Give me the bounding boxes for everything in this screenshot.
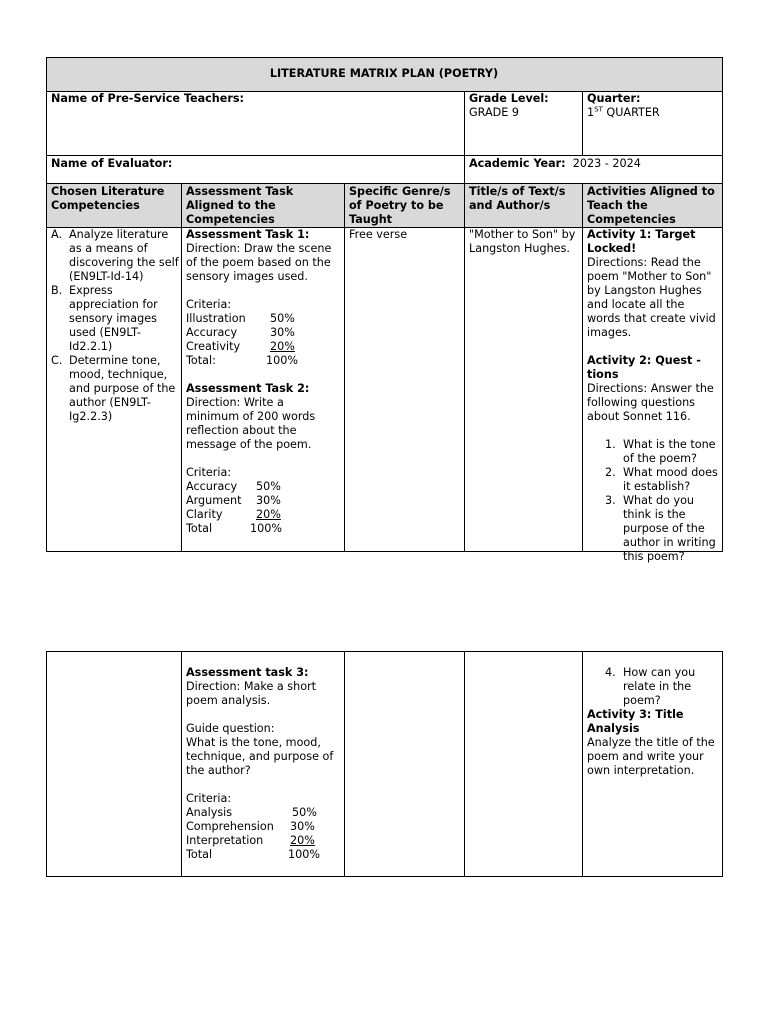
grade-value: GRADE 9 — [469, 106, 519, 119]
criteria-row: Comprehension 30% — [186, 820, 315, 833]
document-title: LITERATURE MATRIX PLAN (POETRY) — [269, 67, 499, 80]
competency-item: B. Express appreciation for sensory images used (EN9LT-Id2.2.1) — [51, 284, 158, 353]
criteria-row: Total: 100% — [186, 354, 298, 367]
activity3-text: Analyze the title of the poem and write your own interpretation. — [587, 736, 715, 777]
question-item: 2. What mood does it establish? — [605, 466, 718, 493]
task3-guide-label: Guide question: — [186, 722, 275, 735]
academic-year: Academic Year: 2023 - 2024 — [469, 157, 641, 170]
assessment-column-2 — [186, 666, 340, 862]
task1-criteria-label: Criteria: — [186, 298, 232, 311]
header-assessment: Assessment Task Aligned to the Competencies — [186, 185, 294, 226]
criteria-row: Accuracy 30% — [186, 326, 295, 339]
task2-criteria-label: Criteria: — [186, 466, 232, 479]
assessment-column-1 — [186, 228, 340, 536]
question-item: 3. What do you think is the purpose of the author in writing this poem? — [605, 494, 716, 563]
activity2-directions: Directions: Answer the following questions about Sonnet 116. — [587, 382, 714, 423]
header-genre: Specific Genre/s of Poetry to be Taught — [349, 185, 451, 226]
activity1-directions: Directions: Read the poem "Mother to Son" by Langston Hughes and locate all the words that create vivid images. — [587, 256, 716, 339]
question-item: 1. What is the tone of the poem? — [605, 438, 716, 465]
task1-direction: Direction: Draw the scene of the poem based on the sensory images used. — [186, 242, 332, 283]
task3-criteria-label: Criteria: — [186, 792, 232, 805]
task1-title: Assessment Task 1: — [186, 228, 310, 241]
competency-item: A. Analyze literature as a means of discovering the self (EN9LT-Id-14) — [51, 228, 179, 283]
question-list — [587, 438, 719, 564]
academic-year-value: 2023 - 2024 — [572, 157, 641, 170]
task2-title: Assessment Task 2: — [186, 382, 310, 395]
grade-cell — [469, 92, 579, 120]
competencies-list — [51, 228, 179, 424]
criteria-row: Argument 30% — [186, 494, 281, 507]
activities-column-2 — [587, 666, 719, 778]
quarter-value: 1ST QUARTER — [587, 105, 660, 119]
criteria-row: Creativity 20% — [186, 340, 295, 353]
criteria-row: Analysis 50% — [186, 806, 317, 819]
criteria-row: Total 100% — [186, 848, 320, 861]
genre-value: Free verse — [349, 228, 408, 241]
activities-column-1 — [587, 228, 719, 564]
text-title-author: "Mother to Son" by Langston Hughes. — [469, 228, 576, 255]
header-title-author: Title/s of Text/s and Author/s — [469, 185, 566, 212]
header-activities: Activities Aligned to Teach the Competencies — [587, 185, 715, 226]
task2-direction: Direction: Write a minimum of 200 words reflection about the message of the poem. — [186, 396, 316, 451]
quarter-label: Quarter: — [587, 92, 641, 105]
question-item: 4. How can you relate in the poem? — [605, 666, 696, 707]
teachers-label: Name of Pre-Service Teachers: — [51, 92, 244, 105]
criteria-row: Interpretation 20% — [186, 834, 315, 847]
task3-direction: Direction: Make a short poem analysis. — [186, 680, 317, 707]
header-competencies: Chosen Literature Competencies — [51, 185, 165, 212]
task3-guide-question: What is the tone, mood, technique, and purpose of the author? — [186, 736, 334, 777]
criteria-row: Clarity 20% — [186, 508, 281, 521]
competency-item: C. Determine tone, mood, technique, and purpose of the author (EN9LT-Ig2.2.3) — [51, 354, 176, 423]
grade-label: Grade Level: — [469, 92, 549, 105]
criteria-row: Illustration 50% — [186, 312, 295, 325]
quarter-cell — [587, 92, 719, 120]
criteria-row: Total 100% — [186, 522, 282, 535]
task3-title: Assessment task 3: — [186, 666, 309, 679]
criteria-row: Accuracy 50% — [186, 480, 281, 493]
activity2-title: Activity 2: Quest - tions — [587, 354, 701, 381]
question-list-continued — [587, 666, 719, 708]
activity3-title: Activity 3: Title Analysis — [587, 708, 684, 735]
evaluator-label: Name of Evaluator: — [51, 157, 173, 170]
activity1-title: Activity 1: Target Locked! — [587, 228, 696, 255]
